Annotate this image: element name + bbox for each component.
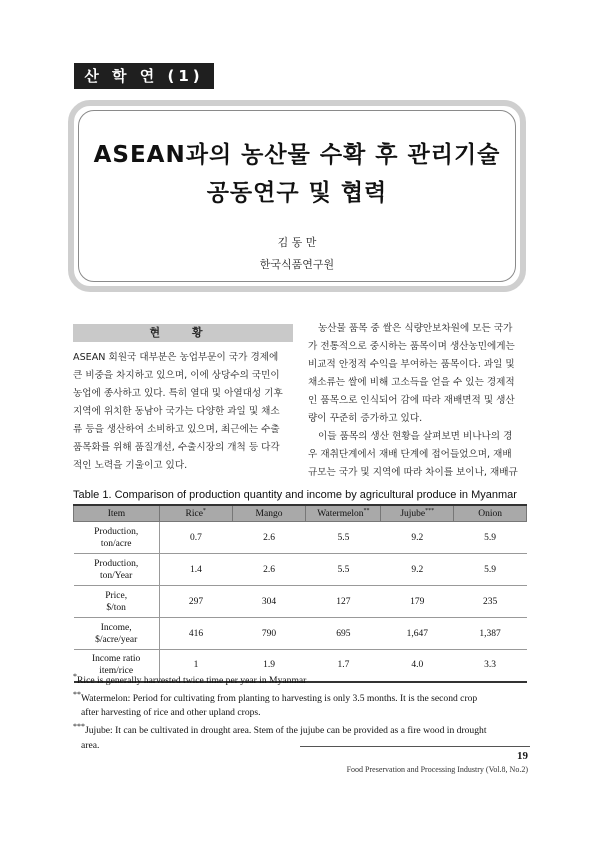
row-label: Income ratio item/rice (74, 650, 160, 682)
table-cell: 1 (159, 650, 232, 682)
row-label: Income, $/acre/year (74, 618, 160, 650)
table-cell: 790 (232, 618, 306, 650)
paragraph-line: 량이 꾸준히 증가하고 있다. (308, 413, 423, 424)
table-row (74, 522, 527, 554)
journal-name: Food Preservation and Processing Industry (Vol.8, No.2) (346, 765, 528, 774)
paragraph-line: 채소류는 쌀에 비해 고소득을 얻을 수 있는 경제적 (308, 377, 515, 388)
paragraph-line: 큰 비중을 차지하고 있으며, 이에 상당수의 국민이 (73, 370, 280, 381)
table-row (74, 586, 527, 618)
page-number: 19 (517, 750, 528, 762)
table-cell: 9.2 (381, 522, 454, 554)
footnote: ***Jujube: It can be cultivated in drought area. Stem of the jujube can be provided as a fire wood in drought area. (73, 722, 487, 751)
paragraph-line: 비교적 안정적 수익을 부여하는 품목이다. 과일 및 (308, 359, 515, 370)
table-cell: 127 (306, 586, 381, 618)
right-column (308, 320, 530, 482)
header-mango: Mango (232, 505, 306, 522)
table-cell: 9.2 (381, 554, 454, 586)
table-cell: 3.3 (454, 650, 527, 682)
footer-rule (300, 746, 530, 747)
row-label: Price, $/ton (74, 586, 160, 618)
paragraph-line: ASEAN 회원국 대부분은 농업부문이 국가 경제에 (73, 352, 279, 363)
paragraph-line: 품목화를 위해 품질개선, 수출시장의 개척 등 다각 (73, 442, 280, 453)
table-caption: Table 1. Comparison of production quantity and income by agricultural produce in Myanmar (73, 489, 517, 501)
row-label: Production, ton/acre (74, 522, 160, 554)
header-watermelon: Watermelon** (306, 505, 381, 522)
header-jujube: Jujube*** (381, 505, 454, 522)
table-cell: 179 (381, 586, 454, 618)
footnote: **Watermelon: Period for cultivating from planting to harvesting is only 3.5 months. It is the second crop after harvesting of rice and other upland crops. (73, 690, 478, 719)
author-name: 김 동 만 (277, 236, 317, 249)
table-cell: 1.4 (159, 554, 232, 586)
section-tag: 산 학 연 (1) (74, 63, 214, 89)
table-cell: 2.6 (232, 554, 306, 586)
table-header-row (74, 505, 527, 522)
table-cell: 1,647 (381, 618, 454, 650)
paragraph-line: 농업에 종사하고 있다. 특히 열대 및 아열대성 기후 (73, 388, 283, 399)
title-box (68, 100, 526, 292)
table-cell: 5.5 (306, 522, 381, 554)
table-cell: 1.7 (306, 650, 381, 682)
footnote: *Rice is generally harvested twice time per year in Myanmar (73, 672, 307, 687)
paragraph-line: 적인 노력을 기울이고 있다. (73, 460, 188, 471)
data-table (73, 504, 527, 683)
header-onion: Onion (454, 505, 527, 522)
header-rice: Rice* (159, 505, 232, 522)
paragraph-line: 류 등을 생산하여 소비하고 있으며, 최근에는 수출 (73, 424, 280, 435)
table-cell: 0.7 (159, 522, 232, 554)
table-cell: 695 (306, 618, 381, 650)
table-cell: 1.9 (232, 650, 306, 682)
table-cell: 304 (232, 586, 306, 618)
left-column (73, 349, 294, 475)
table-cell: 5.9 (454, 554, 527, 586)
table-cell: 4.0 (381, 650, 454, 682)
table-cell: 5.9 (454, 522, 527, 554)
author-affiliation: 한국식품연구원 (259, 258, 335, 271)
table-cell: 5.5 (306, 554, 381, 586)
table-row (74, 554, 527, 586)
header-item: Item (74, 505, 160, 522)
section-heading-label: 현 황 (149, 326, 217, 339)
paragraph-line: 농산물 품목 중 쌀은 식량안보차원에 모든 국가 (318, 323, 513, 334)
table-cell: 297 (159, 586, 232, 618)
table-cell: 1,387 (454, 618, 527, 650)
title-line-1: ASEAN과의 농산물 수확 후 관리기술 (93, 142, 501, 168)
paragraph-line: 지역에 위치한 동남아 국가는 다양한 과일 및 채소 (73, 406, 280, 417)
row-label: Production, ton/Year (74, 554, 160, 586)
title-line-2: 공동연구 및 협력 (206, 180, 388, 206)
paragraph-line: 이들 품목의 생산 현황을 살펴보면 비나나의 경 (318, 431, 513, 442)
section-heading (73, 324, 293, 342)
table-row (74, 618, 527, 650)
paragraph-line: 규모는 국가 및 지역에 따라 차이를 보이나, 재배규 (308, 467, 518, 478)
table-cell: 235 (454, 586, 527, 618)
paragraph-line: 인 품목으로 인식되어 감에 따라 재배면적 및 생산 (308, 395, 515, 406)
table-cell: 416 (159, 618, 232, 650)
paragraph-line: 우 재취단계에서 재배 단계에 접어들었으며, 재배 (308, 449, 512, 460)
table-footnotes (73, 670, 533, 753)
table-cell: 2.6 (232, 522, 306, 554)
paragraph-line: 가 전통적으로 중시하는 품목이며 생산농민에게는 (308, 341, 515, 352)
